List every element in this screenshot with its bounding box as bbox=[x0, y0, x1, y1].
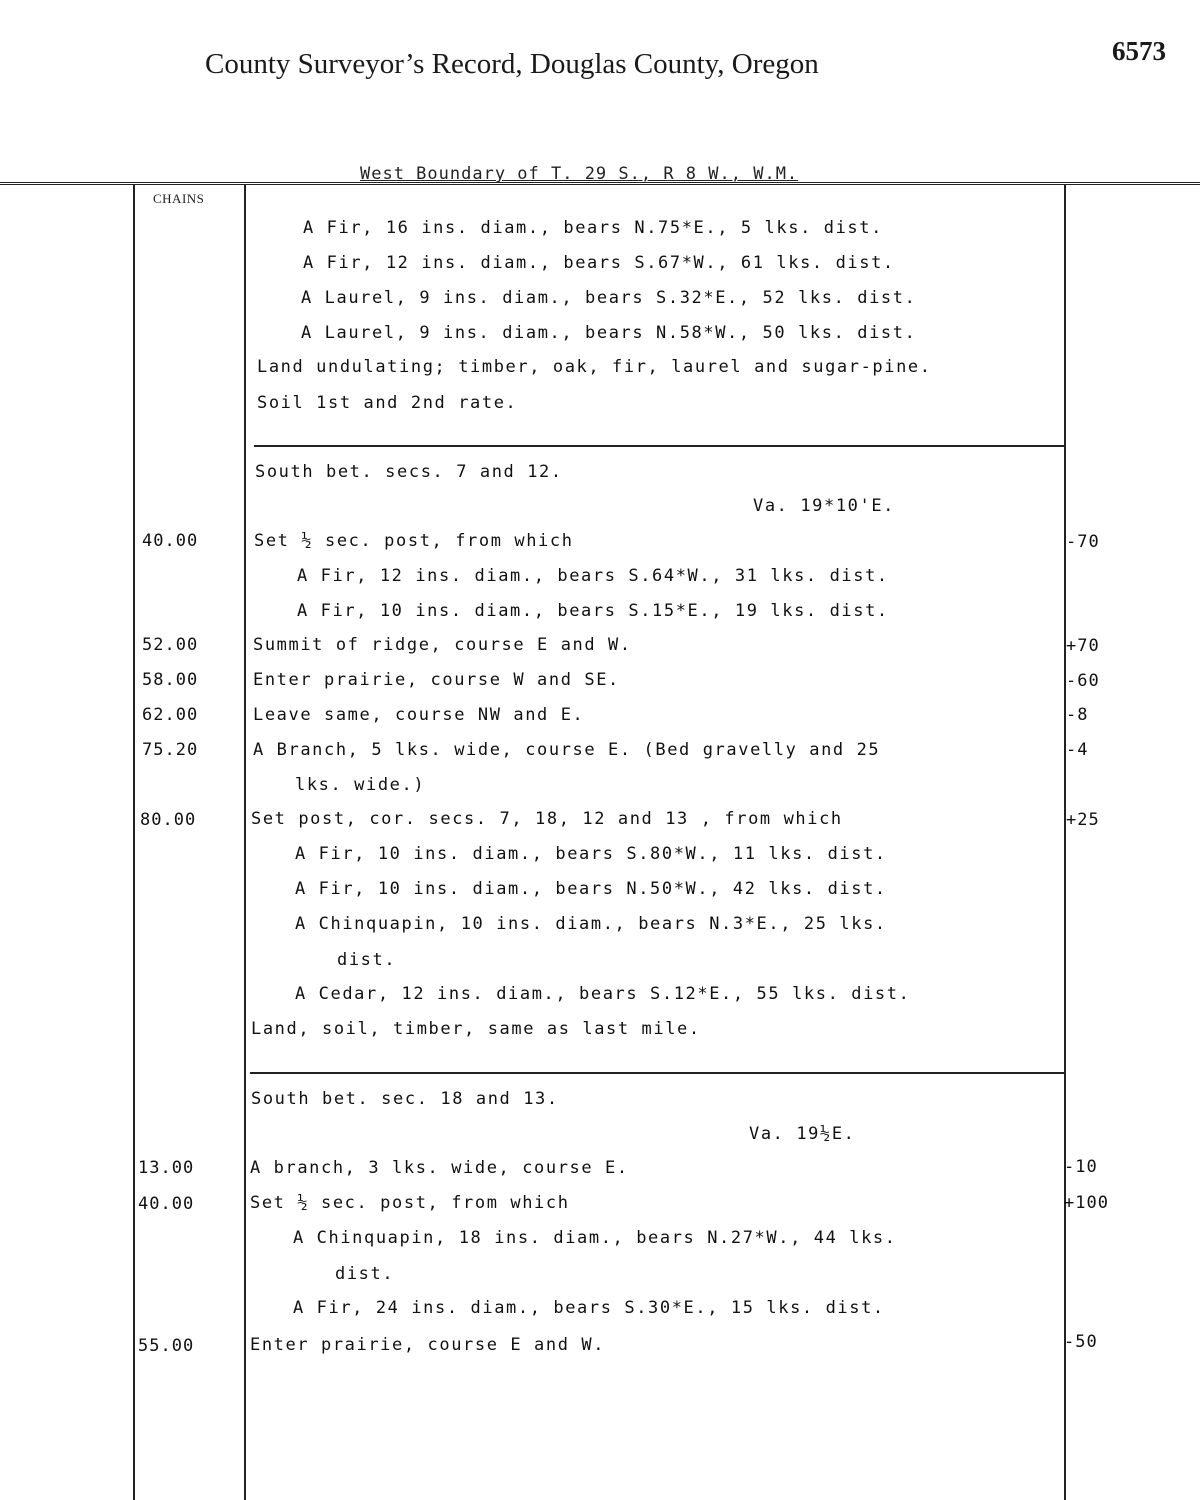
elevation-mark: -4 bbox=[1066, 740, 1089, 760]
note-line: dist. bbox=[335, 1264, 395, 1284]
variation-note: Va. 19½E. bbox=[749, 1124, 856, 1144]
note-line: Summit of ridge, course E and W. bbox=[253, 635, 632, 655]
elevation-mark: +100 bbox=[1064, 1193, 1109, 1213]
note-line: Leave same, course NW and E. bbox=[253, 705, 585, 725]
note-line: Enter prairie, course E and W. bbox=[250, 1335, 606, 1355]
section-divider bbox=[250, 1072, 1064, 1074]
note-line: A Laurel, 9 ins. diam., bears N.58*W., 50 lks. dist. bbox=[301, 323, 917, 343]
chain-value: 80.00 bbox=[140, 810, 197, 830]
note-line: A Cedar, 12 ins. diam., bears S.12*E., 55 lks. dist. bbox=[295, 984, 911, 1004]
page-number: 6573 bbox=[1112, 36, 1166, 66]
note-line: A Chinquapin, 10 ins. diam., bears N.3*E., 25 lks. bbox=[295, 914, 887, 934]
note-line: A Fir, 12 ins. diam., bears S.67*W., 61 lks. dist. bbox=[303, 253, 895, 273]
elevation-mark: +25 bbox=[1066, 810, 1100, 830]
elevation-mark: -50 bbox=[1064, 1332, 1098, 1352]
note-line: A Fir, 12 ins. diam., bears S.64*W., 31 lks. dist. bbox=[297, 566, 889, 586]
note-line: Soil 1st and 2nd rate. bbox=[257, 393, 518, 413]
page-title: County Surveyor’s Record, Douglas County, Oregon bbox=[205, 48, 819, 80]
note-line: A Fir, 10 ins. diam., bears S.15*E., 19 lks. dist. bbox=[297, 601, 889, 621]
elevation-mark: -10 bbox=[1064, 1157, 1098, 1177]
note-line: Set post, cor. secs. 7, 18, 12 and 13 , from which bbox=[251, 809, 843, 829]
chain-value: 62.00 bbox=[142, 705, 199, 725]
note-line: A Branch, 5 lks. wide, course E. (Bed gravelly and 25 bbox=[253, 740, 881, 760]
elevation-mark: -70 bbox=[1066, 532, 1100, 552]
header-rule bbox=[0, 182, 1200, 185]
note-line: lks. wide.) bbox=[295, 775, 426, 795]
section-divider bbox=[254, 445, 1066, 447]
section-heading: South bet. sec. 18 and 13. bbox=[251, 1089, 559, 1109]
note-line: Set ½ sec. post, from which bbox=[254, 531, 574, 551]
variation-note: Va. 19*10'E. bbox=[753, 496, 896, 516]
elevation-mark: +70 bbox=[1066, 636, 1100, 656]
chain-value: 58.00 bbox=[142, 670, 199, 690]
chain-value: 13.00 bbox=[138, 1158, 195, 1178]
note-line: Set ½ sec. post, from which bbox=[250, 1193, 570, 1213]
note-line: Enter prairie, course W and SE. bbox=[253, 670, 620, 690]
note-line: A branch, 3 lks. wide, course E. bbox=[250, 1158, 629, 1178]
section-heading: South bet. secs. 7 and 12. bbox=[255, 462, 563, 482]
chains-column-left-border bbox=[133, 184, 135, 1500]
note-line: A Fir, 16 ins. diam., bears N.75*E., 5 lks. dist. bbox=[303, 218, 883, 238]
elevation-mark: -8 bbox=[1066, 705, 1089, 725]
chain-value: 75.20 bbox=[142, 740, 199, 760]
notes-column-left-border bbox=[244, 184, 246, 1500]
note-line: A Chinquapin, 18 ins. diam., bears N.27*W., 44 lks. bbox=[293, 1228, 897, 1248]
chain-value: 40.00 bbox=[142, 531, 199, 551]
boundary-subtitle: West Boundary of T. 29 S., R 8 W., W.M. bbox=[360, 164, 799, 184]
chain-value: 40.00 bbox=[138, 1194, 195, 1214]
chains-column-header: CHAINS bbox=[153, 191, 205, 206]
note-line: Land, soil, timber, same as last mile. bbox=[251, 1019, 701, 1039]
note-line: A Fir, 24 ins. diam., bears S.30*E., 15 lks. dist. bbox=[293, 1298, 885, 1318]
note-line: dist. bbox=[337, 950, 397, 970]
note-line: A Laurel, 9 ins. diam., bears S.32*E., 52 lks. dist. bbox=[301, 288, 917, 308]
note-line: A Fir, 10 ins. diam., bears N.50*W., 42 lks. dist. bbox=[295, 879, 887, 899]
note-line: Land undulating; timber, oak, fir, laurel and sugar-pine. bbox=[257, 357, 932, 377]
notes-column-right-border bbox=[1064, 184, 1066, 1500]
chain-value: 55.00 bbox=[138, 1336, 195, 1356]
chain-value: 52.00 bbox=[142, 635, 199, 655]
note-line: A Fir, 10 ins. diam., bears S.80*W., 11 lks. dist. bbox=[295, 844, 887, 864]
elevation-mark: -60 bbox=[1066, 671, 1100, 691]
